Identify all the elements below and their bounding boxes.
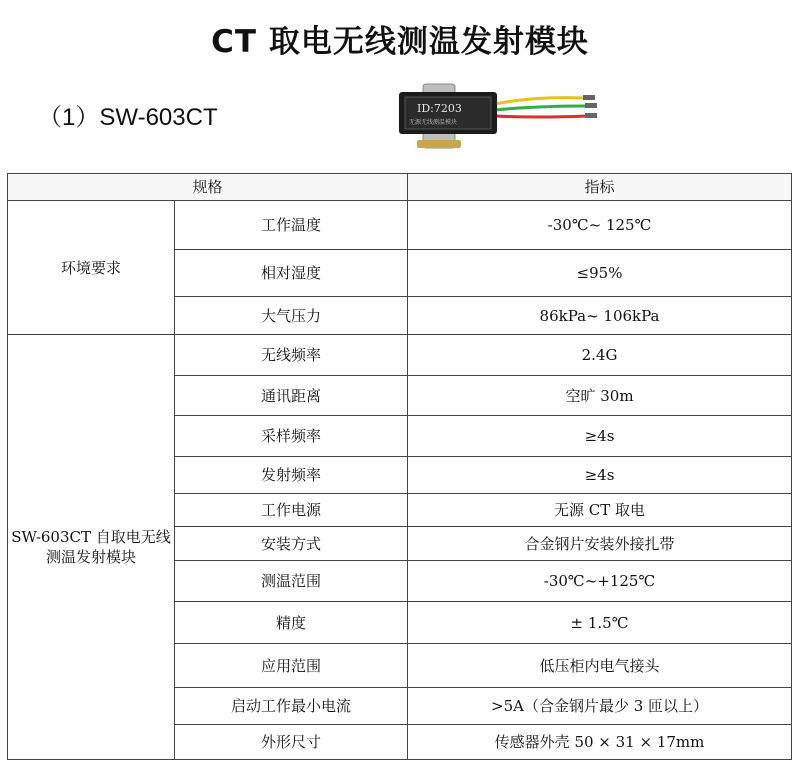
value-cell: 86kPa~ 106kPa — [408, 297, 792, 335]
spec-cell: 采样频率 — [175, 416, 408, 457]
value-cell: ≥4s — [408, 457, 792, 494]
table-row — [8, 201, 792, 250]
group-module-line1: SW-603CT 自取电无线 — [11, 528, 171, 546]
product-label-text: 无源无线测温模块 — [409, 119, 458, 126]
table-header-row — [8, 174, 792, 201]
spec-cell: 发射频率 — [175, 457, 408, 494]
value-cell: ≤95% — [408, 250, 792, 297]
spec-cell: 启动工作最小电流 — [175, 688, 408, 725]
document-title: CT 取电无线测温发射模块 — [211, 24, 589, 60]
value-cell: >5A（合金钢片最少 3 匝以上） — [408, 688, 792, 725]
value-cell: -30℃~ 125℃ — [408, 201, 792, 250]
table-row — [8, 335, 792, 376]
value-cell: 无源 CT 取电 — [408, 494, 792, 527]
value-cell: ≥4s — [408, 416, 792, 457]
value-cell: 合金钢片安装外接扎带 — [408, 527, 792, 561]
value-cell: 空旷 30m — [408, 376, 792, 416]
group-environment: 环境要求 — [8, 201, 175, 335]
spec-cell: 通讯距离 — [175, 376, 408, 416]
spec-cell: 应用范围 — [175, 644, 408, 688]
spec-cell: 工作电源 — [175, 494, 408, 527]
spec-cell: 无线频率 — [175, 335, 408, 376]
product-label-id: ID:7203 — [417, 102, 462, 115]
header-spec: 规格 — [8, 174, 408, 201]
spec-cell: 工作温度 — [175, 201, 408, 250]
spec-table — [7, 173, 792, 760]
spec-cell: 外形尺寸 — [175, 725, 408, 760]
spec-cell: 精度 — [175, 602, 408, 644]
model-heading: （1）SW-603CT — [38, 104, 218, 131]
value-cell: 低压柜内电气接头 — [408, 644, 792, 688]
header-value: 指标 — [408, 174, 792, 201]
value-cell: ± 1.5℃ — [408, 602, 792, 644]
spec-cell: 安装方式 — [175, 527, 408, 561]
spec-cell: 大气压力 — [175, 297, 408, 335]
value-cell: 传感器外壳 50 × 31 × 17mm — [408, 725, 792, 760]
value-cell: -30℃~+125℃ — [408, 561, 792, 602]
spec-cell: 相对湿度 — [175, 250, 408, 297]
group-module — [8, 335, 175, 760]
spec-cell: 测温范围 — [175, 561, 408, 602]
group-module-line2: 测温发射模块 — [45, 548, 136, 566]
product-photo — [395, 82, 610, 152]
value-cell: 2.4G — [408, 335, 792, 376]
